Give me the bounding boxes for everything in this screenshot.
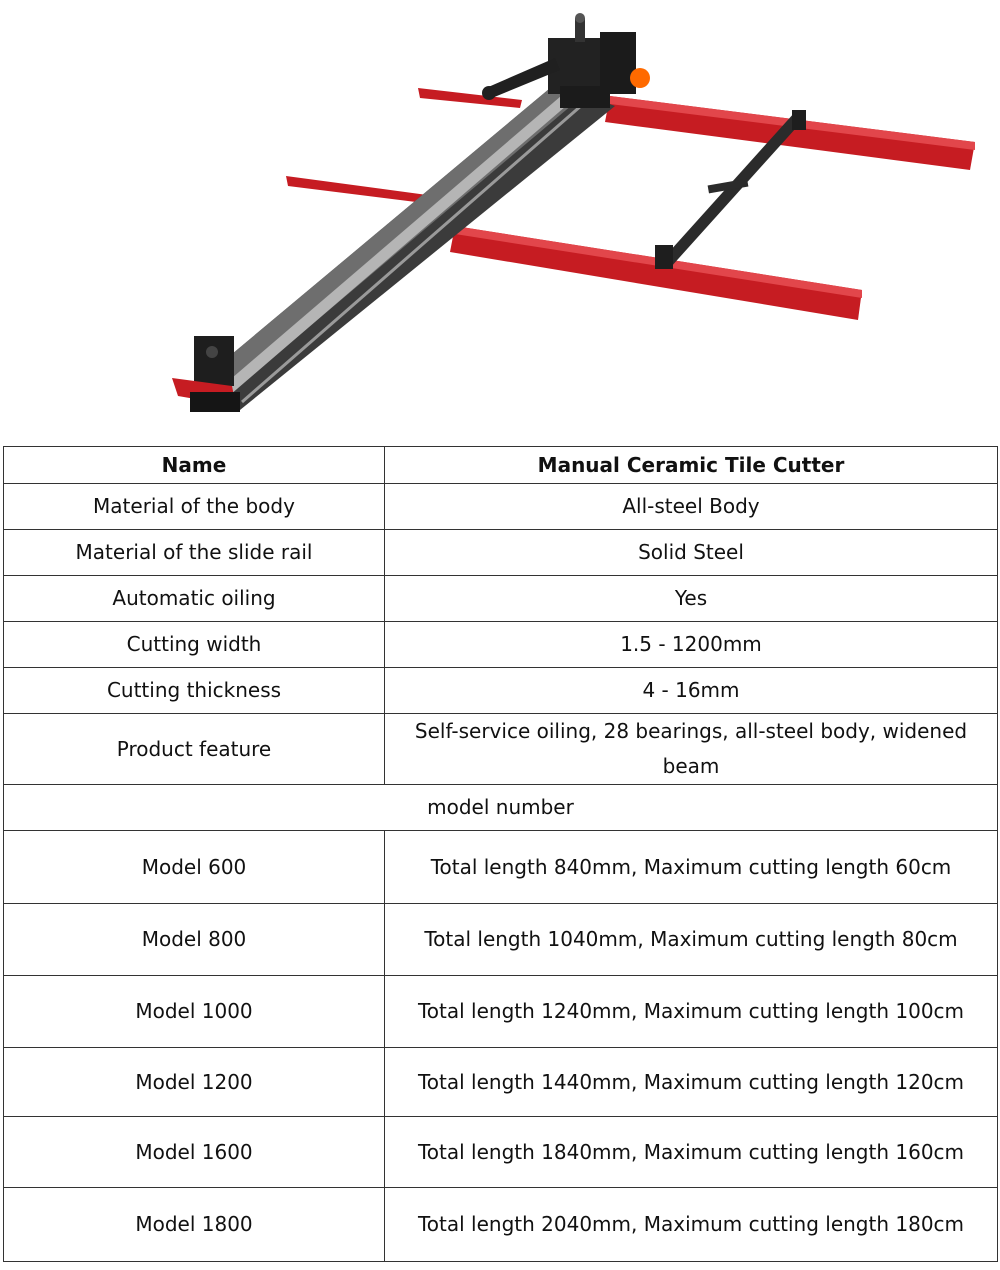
spec-value: 4 - 16mm xyxy=(385,668,998,714)
tile-cutter-image xyxy=(0,0,1000,440)
spec-label: Product feature xyxy=(4,714,385,785)
table-row xyxy=(4,668,998,714)
model-heading-row xyxy=(4,785,998,831)
table-row xyxy=(4,1117,998,1188)
table-row xyxy=(4,530,998,576)
model-label: Model 1200 xyxy=(4,1048,385,1117)
cutting-head xyxy=(548,13,650,108)
spec-label: Automatic oiling xyxy=(4,576,385,622)
model-label: Model 800 xyxy=(4,904,385,976)
table-row xyxy=(4,1188,998,1262)
model-label: Model 1000 xyxy=(4,976,385,1048)
model-label: Model 1800 xyxy=(4,1188,385,1262)
header-name-cell: Name xyxy=(4,447,385,484)
spec-table xyxy=(3,446,998,1262)
model-label: Model 1600 xyxy=(4,1117,385,1188)
table-row xyxy=(4,714,998,785)
model-value: Total length 1840mm, Maximum cutting length 160cm xyxy=(385,1117,998,1188)
spec-label: Cutting width xyxy=(4,622,385,668)
spec-value: Self-service oiling, 28 bearings, all-steel body, widened beam xyxy=(385,714,998,785)
spec-value: 1.5 - 1200mm xyxy=(385,622,998,668)
front-end-block xyxy=(172,336,240,412)
spec-value: Yes xyxy=(385,576,998,622)
table-row xyxy=(4,1048,998,1117)
table-row xyxy=(4,484,998,530)
table-row xyxy=(4,622,998,668)
model-value: Total length 1440mm, Maximum cutting length 120cm xyxy=(385,1048,998,1117)
spec-label: Cutting thickness xyxy=(4,668,385,714)
model-value: Total length 1040mm, Maximum cutting length 80cm xyxy=(385,904,998,976)
table-header-row xyxy=(4,447,998,484)
model-value: Total length 1240mm, Maximum cutting length 100cm xyxy=(385,976,998,1048)
spec-label: Material of the slide rail xyxy=(4,530,385,576)
table-row xyxy=(4,976,998,1048)
spec-label: Material of the body xyxy=(4,484,385,530)
table-row xyxy=(4,576,998,622)
spec-value: All-steel Body xyxy=(385,484,998,530)
model-label: Model 600 xyxy=(4,831,385,904)
spec-value: Solid Steel xyxy=(385,530,998,576)
model-heading: model number xyxy=(4,785,998,831)
table-row xyxy=(4,831,998,904)
table-row xyxy=(4,904,998,976)
header-value-cell: Manual Ceramic Tile Cutter xyxy=(385,447,998,484)
model-value: Total length 2040mm, Maximum cutting length 180cm xyxy=(385,1188,998,1262)
model-value: Total length 840mm, Maximum cutting length 60cm xyxy=(385,831,998,904)
